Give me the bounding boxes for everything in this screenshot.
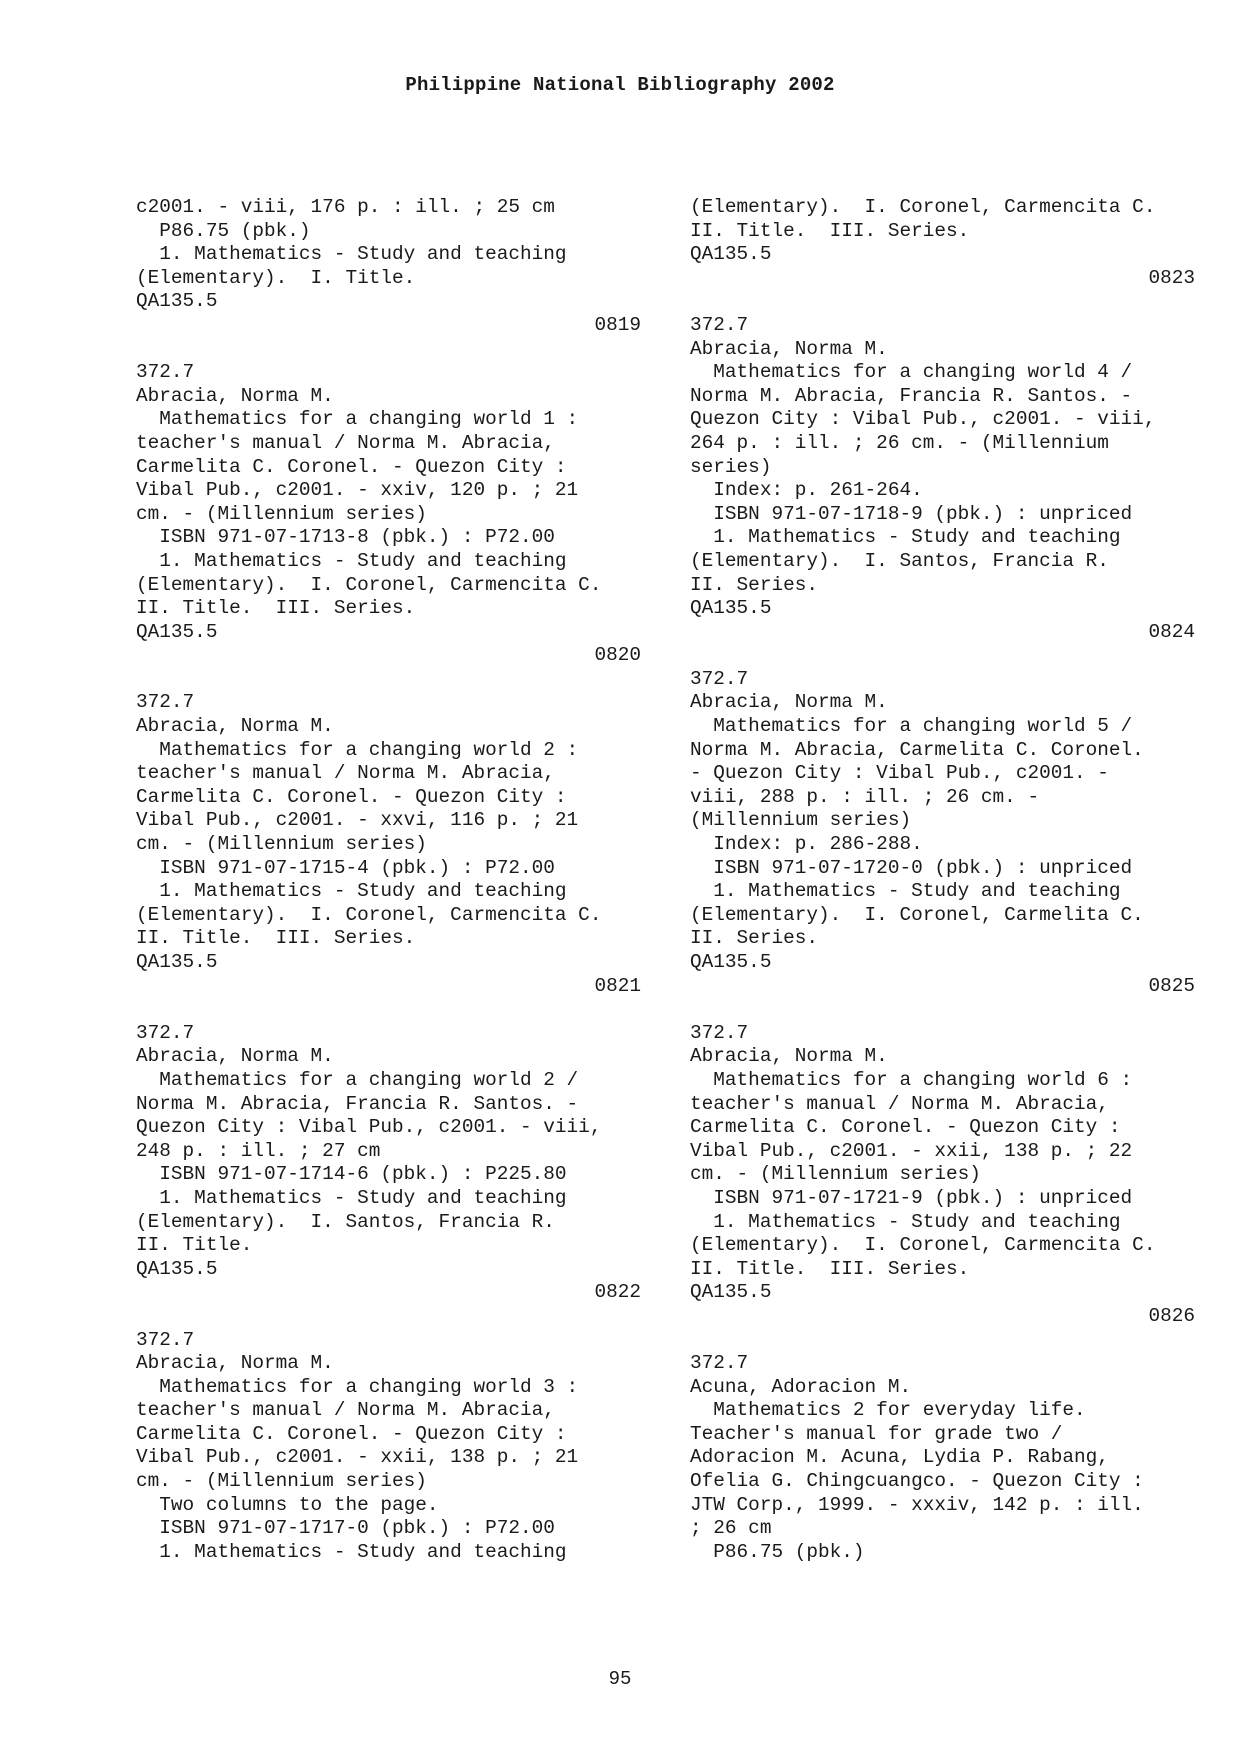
bibliography-line: II. Series. xyxy=(690,573,818,596)
bibliography-line: Abracia, Norma M. xyxy=(136,1045,334,1068)
spacer-line xyxy=(136,998,641,1022)
spacer-line xyxy=(690,290,1195,314)
bibliography-line: 1. Mathematics - Study and teaching xyxy=(136,1540,567,1563)
bibliography-line: ISBN 971-07-1720-0 (pbk.) : unpriced xyxy=(690,856,1133,879)
spacer-line xyxy=(690,998,1195,1022)
bibliography-line: cm. - (Millennium series) xyxy=(136,502,427,525)
bibliography-line: Mathematics for a changing world 6 : xyxy=(690,1068,1133,1091)
spacer-line xyxy=(136,1305,641,1329)
bibliography-line: II. Series. xyxy=(690,927,818,950)
bibliography-line: Mathematics for a changing world 3 : xyxy=(136,1375,579,1398)
bibliography-line: cm. - (Millennium series) xyxy=(136,1470,427,1493)
bibliography-line: QA135.5 xyxy=(136,951,218,973)
bibliography-line: Acuna, Adoracion M. xyxy=(690,1375,912,1398)
bibliography-line: 1. Mathematics - Study and teaching xyxy=(690,526,1121,549)
bibliography-line: 372.7 xyxy=(690,313,749,336)
bibliography-line: ISBN 971-07-1718-9 (pbk.) : unpriced xyxy=(690,502,1133,525)
bibliography-line: Ofelia G. Chingcuangco. - Quezon City : xyxy=(690,1470,1144,1493)
bibliography-line: QA135.5 xyxy=(690,951,772,973)
bibliography-line: teacher's manual / Norma M. Abracia, xyxy=(136,1399,555,1422)
bibliography-line: II. Title. III. Series. xyxy=(690,1257,970,1280)
bibliography-line: Adoracion M. Acuna, Lydia P. Rabang, xyxy=(690,1446,1109,1469)
page-title: Philippine National Bibliography 2002 xyxy=(405,74,835,96)
bibliography-line: 264 p. : ill. ; 26 cm. - (Millennium xyxy=(690,431,1109,454)
spacer-line xyxy=(136,338,641,362)
bibliography-line: 1. Mathematics - Study and teaching xyxy=(136,1186,567,1209)
entry-number: 0819 xyxy=(594,313,641,336)
entry-number: 0820 xyxy=(594,644,641,667)
entry-number: 0826 xyxy=(1148,1304,1195,1327)
bibliography-line: QA135.5 xyxy=(690,597,772,620)
bibliography-line: 1. Mathematics - Study and teaching xyxy=(136,243,567,266)
entry-number: 0822 xyxy=(594,1281,641,1304)
bibliography-line: QA135.5 xyxy=(136,290,218,313)
bibliography-line: 248 p. : ill. ; 27 cm xyxy=(136,1139,381,1162)
bibliography-line: 372.7 xyxy=(690,1352,749,1375)
bibliography-line: Vibal Pub., c2001. - xxiv, 120 p. ; 21 xyxy=(136,479,579,502)
bibliography-line: (Elementary). I. Coronel, Carmencita C. xyxy=(136,903,602,926)
bibliography-line: 1. Mathematics - Study and teaching xyxy=(690,1210,1121,1233)
bibliography-line: ; 26 cm xyxy=(690,1517,772,1540)
bibliography-line: 372.7 xyxy=(690,1021,749,1044)
entry-number: 0825 xyxy=(1148,974,1195,997)
bibliography-line: 372.7 xyxy=(690,667,749,690)
bibliography-line: JTW Corp., 1999. - xxxiv, 142 p. : ill. xyxy=(690,1493,1144,1516)
bibliography-line: teacher's manual / Norma M. Abracia, xyxy=(690,1092,1109,1115)
bibliography-line: (Elementary). I. Coronel, Carmencita C. xyxy=(136,573,602,596)
bibliography-line: II. Title. xyxy=(136,1234,253,1257)
bibliography-line: (Millennium series) xyxy=(690,809,912,832)
right-column xyxy=(690,196,1195,1564)
bibliography-line: Norma M. Abracia, Carmelita C. Coronel. xyxy=(690,738,1144,761)
entry-number: 0823 xyxy=(1148,266,1195,289)
bibliography-line: Abracia, Norma M. xyxy=(136,715,334,738)
bibliography-line: 1. Mathematics - Study and teaching xyxy=(136,549,567,572)
bibliography-line: Index: p. 261-264. xyxy=(690,479,923,502)
page-number: 95 xyxy=(608,1668,632,1690)
bibliography-line: viii, 288 p. : ill. ; 26 cm. - xyxy=(690,785,1040,808)
bibliography-line: Mathematics for a changing world 1 : xyxy=(136,408,579,431)
entry-number: 0824 xyxy=(1148,620,1195,643)
bibliography-line: ISBN 971-07-1721-9 (pbk.) : unpriced xyxy=(690,1186,1133,1209)
spacer-line xyxy=(690,644,1195,668)
bibliography-line: (Elementary). I. Title. xyxy=(136,266,416,289)
bibliography-line: Carmelita C. Coronel. - Quezon City : xyxy=(136,455,567,478)
bibliography-line: 1. Mathematics - Study and teaching xyxy=(690,880,1121,903)
bibliography-line: Quezon City : Vibal Pub., c2001. - viii, xyxy=(136,1116,602,1139)
bibliography-line: P86.75 (pbk.) xyxy=(690,1540,865,1563)
bibliography-line: Abracia, Norma M. xyxy=(690,691,888,714)
bibliography-line: (Elementary). I. Coronel, Carmelita C. xyxy=(690,903,1144,926)
spacer-line xyxy=(690,1329,1195,1353)
bibliography-line: ISBN 971-07-1715-4 (pbk.) : P72.00 xyxy=(136,856,555,879)
bibliography-line: series) xyxy=(690,455,772,478)
bibliography-line: Carmelita C. Coronel. - Quezon City : xyxy=(690,1116,1121,1139)
bibliography-line: teacher's manual / Norma M. Abracia, xyxy=(136,431,555,454)
bibliography-line: Two columns to the page. xyxy=(136,1493,439,1516)
bibliography-line: Vibal Pub., c2001. - xxii, 138 p. ; 22 xyxy=(690,1139,1133,1162)
left-column xyxy=(136,196,641,1564)
bibliography-line: 372.7 xyxy=(136,691,195,714)
bibliography-line: Norma M. Abracia, Francia R. Santos. - xyxy=(690,384,1133,407)
bibliography-line: QA135.5 xyxy=(690,1281,772,1304)
bibliography-line: Mathematics for a changing world 4 / xyxy=(690,361,1133,384)
bibliography-line: II. Title. III. Series. xyxy=(690,219,970,242)
bibliography-line: ISBN 971-07-1714-6 (pbk.) : P225.80 xyxy=(136,1163,567,1186)
bibliography-line: Carmelita C. Coronel. - Quezon City : xyxy=(136,1422,567,1445)
bibliography-line: 1. Mathematics - Study and teaching xyxy=(136,880,567,903)
bibliography-line: (Elementary). I. Coronel, Carmencita C. xyxy=(690,196,1156,218)
bibliography-line: Mathematics 2 for everyday life. xyxy=(690,1399,1086,1422)
bibliography-line: 372.7 xyxy=(136,1328,195,1351)
bibliography-line: (Elementary). I. Coronel, Carmencita C. xyxy=(690,1234,1156,1257)
bibliography-line: Index: p. 286-288. xyxy=(690,833,923,856)
bibliography-line: QA135.5 xyxy=(136,620,218,643)
bibliography-line: Mathematics for a changing world 5 / xyxy=(690,715,1133,738)
bibliography-line: cm. - (Millennium series) xyxy=(690,1163,981,1186)
bibliography-line: Abracia, Norma M. xyxy=(690,337,888,360)
bibliography-line: Abracia, Norma M. xyxy=(136,1352,334,1375)
bibliography-line: Vibal Pub., c2001. - xxii, 138 p. ; 21 xyxy=(136,1446,579,1469)
bibliography-line: ISBN 971-07-1713-8 (pbk.) : P72.00 xyxy=(136,526,555,549)
bibliography-line: c2001. - viii, 176 p. : ill. ; 25 cm xyxy=(136,196,555,218)
bibliography-line: cm. - (Millennium series) xyxy=(136,833,427,856)
bibliography-line: teacher's manual / Norma M. Abracia, xyxy=(136,762,555,785)
bibliography-line: 372.7 xyxy=(136,361,195,384)
bibliography-line: II. Title. III. Series. xyxy=(136,597,416,620)
bibliography-line: 372.7 xyxy=(136,1021,195,1044)
bibliography-line: Mathematics for a changing world 2 / xyxy=(136,1068,579,1091)
bibliography-line: (Elementary). I. Santos, Francia R. xyxy=(690,549,1109,572)
bibliography-line: ISBN 971-07-1717-0 (pbk.) : P72.00 xyxy=(136,1517,555,1540)
bibliography-line: Abracia, Norma M. xyxy=(690,1045,888,1068)
bibliography-line: II. Title. III. Series. xyxy=(136,927,416,950)
bibliography-line: QA135.5 xyxy=(136,1257,218,1280)
bibliography-line: QA135.5 xyxy=(690,243,772,266)
entry-number: 0821 xyxy=(594,974,641,997)
bibliography-line: Norma M. Abracia, Francia R. Santos. - xyxy=(136,1092,579,1115)
bibliography-line: P86.75 (pbk.) xyxy=(136,219,311,242)
bibliography-line: Mathematics for a changing world 2 : xyxy=(136,738,579,761)
bibliography-line: Carmelita C. Coronel. - Quezon City : xyxy=(136,785,567,808)
bibliography-line: Abracia, Norma M. xyxy=(136,384,334,407)
bibliography-line: Teacher's manual for grade two / xyxy=(690,1422,1063,1445)
bibliography-line: Quezon City : Vibal Pub., c2001. - viii, xyxy=(690,408,1156,431)
bibliography-line: (Elementary). I. Santos, Francia R. xyxy=(136,1210,555,1233)
bibliography-line: - Quezon City : Vibal Pub., c2001. - xyxy=(690,762,1109,785)
spacer-line xyxy=(136,668,641,692)
bibliography-line: Vibal Pub., c2001. - xxvi, 116 p. ; 21 xyxy=(136,809,579,832)
